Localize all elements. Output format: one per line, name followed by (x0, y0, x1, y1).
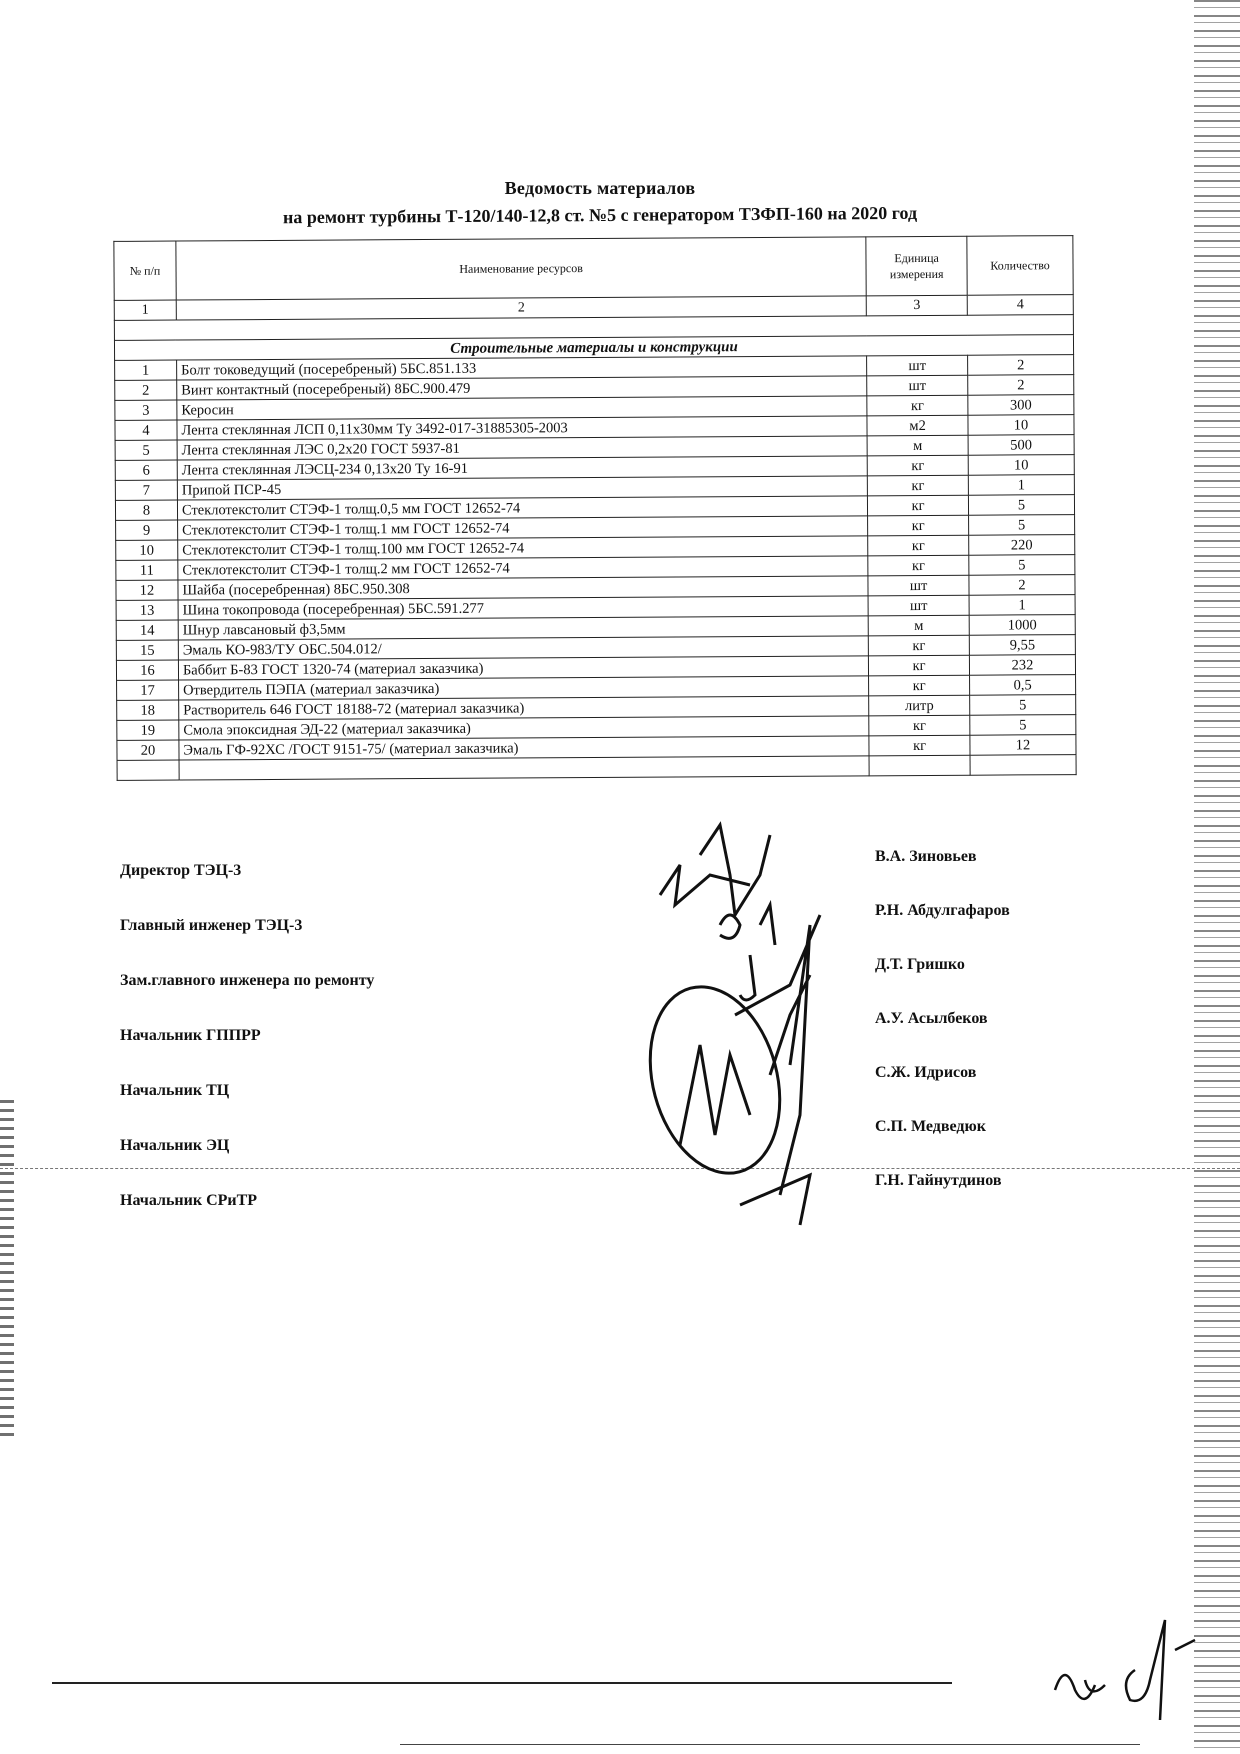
position-label: Директор ТЭЦ-3 (120, 862, 242, 879)
position-label: Зам.главного инженера по ремонту (120, 972, 375, 989)
row-num: 11 (116, 560, 178, 580)
row-qty: 5 (969, 515, 1075, 536)
row-num: 2 (115, 380, 177, 400)
signatory-name: Д.Т. Гришко (875, 956, 965, 973)
row-num: 13 (116, 600, 178, 620)
row-num: 8 (115, 500, 177, 520)
row-qty: 0,5 (970, 675, 1076, 696)
row-unit: кг (869, 675, 970, 696)
row-qty: 5 (970, 715, 1076, 736)
row-num: 19 (117, 720, 179, 740)
signatory-name: В.А. Зиновьев (875, 848, 977, 865)
bottom-rule-2 (400, 1744, 1140, 1745)
row-qty: 10 (968, 455, 1074, 476)
row-qty: 1 (968, 475, 1074, 496)
title-line-2: на ремонт турбины Т-120/140-12,8 ст. №5 с генератором ТЗФП-160 на 2020 год (282, 202, 918, 228)
scan-edge-right (1194, 0, 1240, 1754)
row-name: Шнур лавсановый ф3,5мм (178, 616, 868, 640)
blank-cell (117, 760, 179, 780)
row-name: Стеклотекстолит СТЭФ-1 толщ.0,5 мм ГОСТ 12652-74 (177, 496, 867, 520)
row-qty: 220 (969, 535, 1075, 556)
row-qty: 2 (968, 355, 1074, 376)
row-unit: кг (869, 655, 970, 676)
row-name: Смола эпоксидная ЭД-22 (материал заказчика) (179, 716, 869, 740)
row-num: 17 (117, 680, 179, 700)
signatory-name: Г.Н. Гайнутдинов (875, 1172, 1002, 1189)
row-unit: м (867, 435, 968, 456)
row-qty: 12 (970, 735, 1076, 756)
title-line-1: Ведомость материалов (504, 178, 696, 198)
signatory-name: Р.Н. Абдулгафаров (875, 902, 1010, 919)
row-name: Лента стеклянная ЛЭС 0,2х20 ГОСТ 5937-81 (177, 436, 867, 460)
row-name: Шайба (посеребренная) 8БС.950.308 (178, 576, 868, 600)
header-num: № п/п (114, 241, 176, 300)
row-num: 1 (115, 360, 177, 380)
row-qty: 2 (969, 575, 1075, 596)
index-cell: 3 (866, 295, 967, 316)
index-cell: 4 (967, 295, 1073, 316)
row-unit: кг (868, 555, 969, 576)
row-num: 6 (115, 460, 177, 480)
row-num: 4 (115, 420, 177, 440)
document-title (120, 178, 1080, 226)
materials-table (113, 235, 1076, 781)
row-unit: кг (868, 495, 969, 516)
row-qty: 232 (969, 655, 1075, 676)
row-name: Отвердитель ПЭПА (материал заказчика) (178, 676, 868, 700)
header-qty: Количество (967, 236, 1073, 296)
signatory-name: А.У. Асылбеков (875, 1010, 988, 1027)
row-qty: 2 (968, 375, 1074, 396)
row-name: Стеклотекстолит СТЭФ-1 толщ.2 мм ГОСТ 12652-74 (178, 556, 868, 580)
blank-cell (970, 755, 1076, 776)
row-unit: м2 (867, 415, 968, 436)
row-qty: 500 (968, 435, 1074, 456)
position-label: Начальник ГППРР (120, 1027, 261, 1044)
row-qty: 10 (968, 415, 1074, 436)
row-unit: кг (869, 735, 970, 756)
position-label: Начальник ЭЦ (120, 1137, 230, 1154)
row-name: Шина токопровода (посеребренная) 5БС.591.277 (178, 596, 868, 620)
header-name: Наименование ресурсов (176, 237, 867, 300)
row-num: 5 (115, 440, 177, 460)
row-qty: 5 (969, 555, 1075, 576)
row-num: 20 (117, 740, 179, 760)
row-name: Растворитель 646 ГОСТ 18188-72 (материал заказчика) (179, 696, 869, 720)
row-name: Припой ПСР-45 (177, 476, 867, 500)
row-unit: кг (868, 535, 969, 556)
signatory-positions (120, 862, 374, 1247)
handwritten-signatures (640, 815, 870, 1235)
row-unit: шт (867, 355, 968, 376)
row-num: 14 (116, 620, 178, 640)
row-qty: 300 (968, 395, 1074, 416)
row-name: Лента стеклянная ЛЭСЦ-234 0,13х20 Ту 16-91 (177, 456, 867, 480)
scan-edge-left (0, 1100, 14, 1440)
row-name: Эмаль КО-983/ТУ ОБС.504.012/ (178, 636, 868, 660)
row-name: Стеклотекстолит СТЭФ-1 толщ.1 мм ГОСТ 12652-74 (178, 516, 868, 540)
row-num: 12 (116, 580, 178, 600)
row-name: Винт контактный (посеребреный) 8БС.900.479 (177, 376, 867, 400)
row-unit: кг (868, 515, 969, 536)
row-qty: 9,55 (969, 635, 1075, 656)
row-unit: м (868, 615, 969, 636)
row-qty: 1 (969, 595, 1075, 616)
blank-cell (179, 756, 869, 780)
row-unit: шт (868, 575, 969, 596)
row-num: 7 (115, 480, 177, 500)
row-name: Болт токоведущий (посеребреный) 5БС.851.133 (177, 356, 867, 380)
row-unit: шт (868, 595, 969, 616)
position-label: Главный инженер ТЭЦ-3 (120, 917, 303, 934)
row-unit: кг (867, 455, 968, 476)
index-cell: 2 (176, 296, 866, 320)
row-name: Лента стеклянная ЛСП 0,11х30мм Ту 3492-017-31885305-2003 (177, 416, 867, 440)
bottom-rule (52, 1682, 952, 1684)
signatory-name: С.Ж. Идрисов (875, 1064, 977, 1081)
row-num: 10 (116, 540, 178, 560)
row-name: Эмаль ГФ-92ХС /ГОСТ 9151-75/ (материал заказчика) (179, 736, 869, 760)
row-unit: шт (867, 375, 968, 396)
row-num: 15 (116, 640, 178, 660)
handwritten-initials (1045, 1610, 1225, 1730)
row-unit: литр (869, 695, 970, 716)
row-unit: кг (867, 475, 968, 496)
row-num: 18 (117, 700, 179, 720)
position-label: Начальник ТЦ (120, 1082, 230, 1099)
row-num: 3 (115, 400, 177, 420)
table-header-row (114, 236, 1073, 301)
row-qty: 5 (968, 495, 1074, 516)
row-unit: кг (868, 635, 969, 656)
row-name: Керосин (177, 396, 867, 420)
index-cell: 1 (114, 300, 176, 320)
header-unit: Единица измерения (866, 236, 967, 296)
blank-cell (869, 755, 970, 776)
row-name: Баббит Б-83 ГОСТ 1320-74 (материал заказчика) (178, 656, 868, 680)
signatory-name: С.П. Медведюк (875, 1118, 986, 1135)
row-num: 16 (116, 660, 178, 680)
section-title: Строительные материалы и конструкции (114, 335, 1073, 361)
row-qty: 5 (970, 695, 1076, 716)
row-name: Стеклотекстолит СТЭФ-1 толщ.100 мм ГОСТ 12652-74 (178, 536, 868, 560)
signatory-names (875, 848, 1010, 1226)
position-label: Начальник СРиТР (120, 1192, 258, 1209)
row-unit: кг (867, 395, 968, 416)
row-num: 9 (116, 520, 178, 540)
row-qty: 1000 (969, 615, 1075, 636)
row-unit: кг (869, 715, 970, 736)
